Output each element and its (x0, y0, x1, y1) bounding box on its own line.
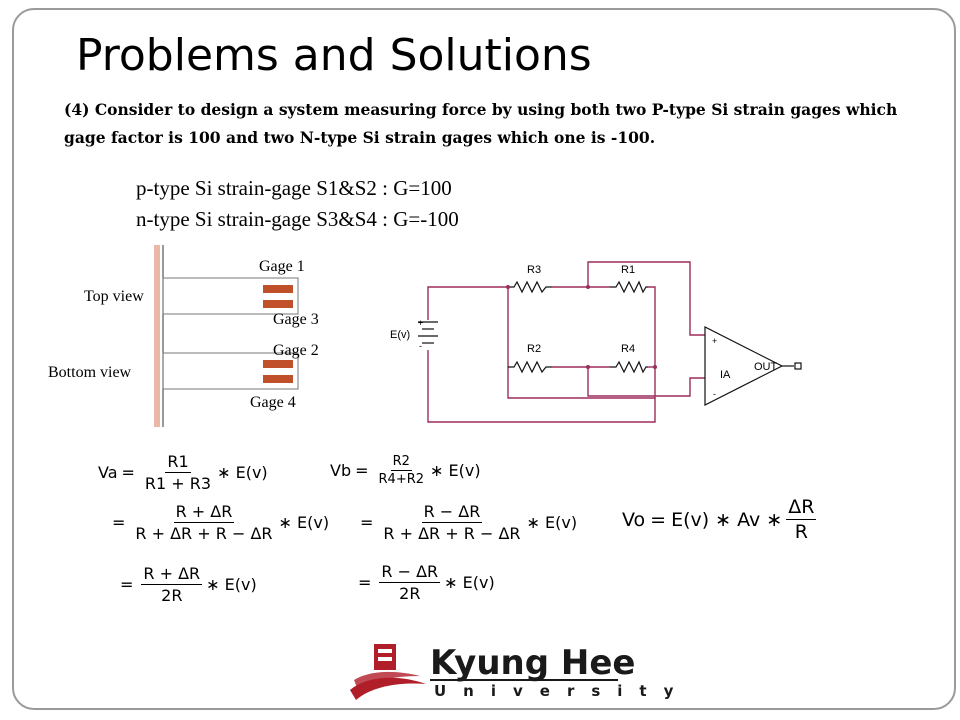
spec-line-p-type: p-type Si strain-gage S1&S2 : G=100 (136, 176, 452, 200)
eq-vb3-num: R − ΔR (381, 562, 439, 581)
resistor-r4 (610, 362, 648, 372)
gage-4-label: Gage 4 (250, 394, 296, 411)
spec-line-n-type: n-type Si strain-gage S3&S4 : G=-100 (136, 207, 459, 231)
r3-label: R3 (527, 264, 542, 276)
eq-vb-equals: = (355, 461, 369, 480)
eq-va2-tail: ∗ E(v) (278, 513, 330, 532)
source-plus: + (418, 318, 424, 328)
wire-top (428, 287, 508, 320)
node-a (506, 285, 510, 289)
output-terminal (795, 363, 801, 369)
eq-vb2-num: R − ΔR (423, 502, 481, 521)
amp-out-label: OUT (754, 361, 778, 373)
eq-va2-den: R + ΔR + R − ΔR (135, 524, 273, 543)
problem-statement: (4) Consider to design a system measuring force by using both two P-type Si strain gages which gage factor is 100 and two N-type Si strain gages which one is -100. (64, 100, 898, 147)
top-view-label: Top view (84, 288, 144, 305)
eq-va-num: R1 (167, 452, 189, 471)
source-minus: - (419, 341, 422, 351)
source-label: E(v) (390, 329, 411, 341)
eq-vb3-den: 2R (399, 584, 421, 603)
r4-label: R4 (621, 343, 636, 355)
eq-va3-num: R + ΔR (143, 564, 201, 583)
equation-vb (330, 454, 481, 487)
amp-plus: + (712, 336, 718, 346)
eq-va-den: R1 + R3 (144, 474, 212, 493)
eq-vb2-equals: = (360, 513, 374, 532)
eq-va2-equals: = (112, 513, 126, 532)
equation-vb-step3 (358, 562, 495, 603)
resistor-r1 (610, 282, 648, 292)
r2-label: R2 (527, 343, 542, 355)
eq-va-tail: ∗ E(v) (217, 463, 268, 482)
equation-va (98, 452, 268, 493)
node-c (586, 365, 590, 369)
beam-wall (154, 245, 160, 427)
gage-1-label: Gage 1 (259, 258, 305, 275)
gage-3-strip (263, 300, 293, 308)
seal-emblem-inner (378, 649, 392, 653)
wire-feedback-bottom (588, 367, 705, 396)
equation-va-step3 (120, 564, 257, 605)
eq-vo-mid: E(v) ∗ Av ∗ (671, 508, 783, 531)
eq-vb-lhs: Vb (330, 461, 352, 480)
r1-label: R1 (621, 264, 636, 276)
eq-vo-equals: = (650, 508, 667, 531)
eq-vo-num: ΔR (788, 496, 815, 518)
wire-source-bottom (428, 350, 655, 422)
resistor-r3 (508, 282, 552, 292)
eq-vb3-equals: = (358, 573, 372, 592)
amp-minus: - (713, 389, 716, 399)
resistor-r2 (508, 362, 552, 372)
eq-va-lhs: Va (98, 463, 118, 482)
logo-name: Kyung Hee (430, 643, 636, 683)
eq-va2-num: R + ΔR (175, 502, 233, 521)
eq-vb2-fraction (381, 502, 522, 543)
eq-va3-fraction (141, 564, 202, 605)
eq-vb2-tail: ∗ E(v) (526, 513, 578, 532)
bridge-circuit (380, 250, 820, 440)
equation-vb-step2 (360, 502, 577, 543)
logo-underline (430, 678, 620, 682)
logo-sub: University (434, 682, 691, 700)
node-b (586, 285, 590, 289)
eq-va-equals: = (121, 463, 135, 482)
eq-vb2-den: R + ΔR + R − ΔR (383, 524, 521, 543)
eq-va3-equals: = (120, 575, 134, 594)
eq-vb-tail: ∗ E(v) (430, 461, 481, 480)
gage-2-strip (263, 360, 293, 368)
equation-va-step2 (112, 502, 329, 543)
gage-1-strip (263, 285, 293, 293)
eq-vo-den: R (794, 521, 808, 543)
node-d (653, 365, 657, 369)
eq-va-fraction (143, 452, 213, 493)
eq-vb-num: R2 (392, 454, 410, 469)
university-seal-icon (348, 640, 428, 704)
equation-vo (622, 496, 820, 543)
eq-va2-fraction (133, 502, 274, 543)
eq-vo-fraction (786, 496, 816, 543)
eq-vb-den: R4+R2 (378, 472, 425, 487)
eq-va3-den: 2R (161, 586, 183, 605)
beam-top-view (163, 278, 298, 314)
gage-3-label: Gage 3 (273, 311, 319, 328)
eq-vb3-tail: ∗ E(v) (444, 573, 495, 592)
amp-label: IA (720, 369, 731, 381)
eq-vb3-fraction (379, 562, 440, 603)
gage-2-label: Gage 2 (273, 342, 319, 359)
eq-vb-fraction (377, 454, 427, 487)
eq-vo-lhs: Vo (622, 508, 646, 531)
slide-title: Problems and Solutions (76, 30, 592, 81)
gage-4-strip (263, 375, 293, 383)
wire-feedback-top (588, 262, 705, 335)
seal-emblem-inner-2 (378, 657, 392, 661)
bottom-view-label: Bottom view (48, 364, 132, 381)
eq-va3-tail: ∗ E(v) (206, 575, 257, 594)
